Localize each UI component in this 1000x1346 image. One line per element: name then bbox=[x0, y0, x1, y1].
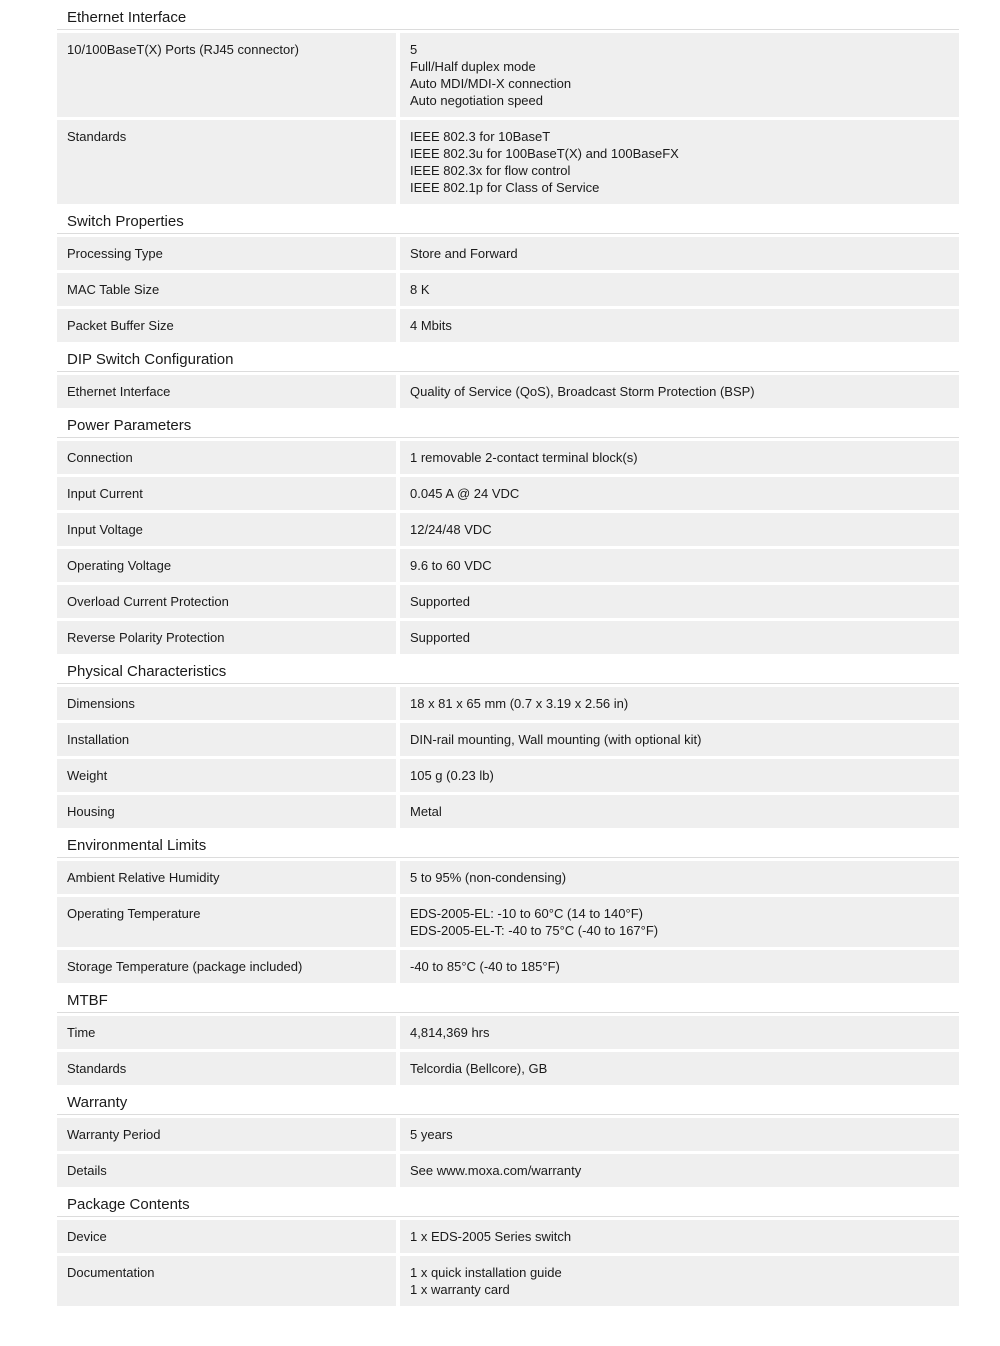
spec-value bbox=[400, 723, 959, 756]
spec-value-line: 1 x warranty card bbox=[410, 1282, 510, 1297]
spec-label: Overload Current Protection bbox=[57, 585, 396, 618]
spec-value-line: IEEE 802.3 for 10BaseT bbox=[410, 129, 551, 144]
spec-value bbox=[400, 375, 959, 408]
spec-label: Installation bbox=[57, 723, 396, 756]
spec-row bbox=[57, 861, 959, 894]
section-title: Physical Characteristics bbox=[57, 660, 959, 684]
spec-value-line: IEEE 802.1p for Class of Service bbox=[410, 180, 600, 195]
spec-value bbox=[400, 950, 959, 983]
spec-row bbox=[57, 273, 959, 306]
spec-value bbox=[400, 1220, 959, 1253]
spec-value bbox=[400, 621, 959, 654]
spec-label: Dimensions bbox=[57, 687, 396, 720]
spec-label: Packet Buffer Size bbox=[57, 309, 396, 342]
spec-row bbox=[57, 1220, 959, 1253]
spec-row bbox=[57, 120, 959, 204]
spec-value bbox=[400, 1016, 959, 1049]
spec-row bbox=[57, 513, 959, 546]
spec-value-line: Auto MDI/MDI-X connection bbox=[410, 76, 572, 91]
spec-value-line: See www.moxa.com/warranty bbox=[410, 1163, 582, 1178]
spec-value bbox=[400, 759, 959, 792]
spec-value-line: Quality of Service (QoS), Broadcast Storm Protection (BSP) bbox=[410, 384, 755, 399]
spec-label: Ambient Relative Humidity bbox=[57, 861, 396, 894]
section-title: DIP Switch Configuration bbox=[57, 348, 959, 372]
section-title: Environmental Limits bbox=[57, 834, 959, 858]
spec-value bbox=[400, 897, 959, 947]
spec-value-line: Full/Half duplex mode bbox=[410, 59, 536, 74]
spec-value-line: 0.045 A @ 24 VDC bbox=[410, 486, 520, 501]
spec-value-line: 5 years bbox=[410, 1127, 453, 1142]
spec-label: Documentation bbox=[57, 1256, 396, 1306]
spec-value-line: Supported bbox=[410, 594, 470, 609]
spec-label: Reverse Polarity Protection bbox=[57, 621, 396, 654]
spec-value-line: -40 to 85°C (-40 to 185°F) bbox=[410, 959, 560, 974]
spec-value-line: 4,814,369 hrs bbox=[410, 1025, 490, 1040]
spec-row bbox=[57, 759, 959, 792]
spec-label: Processing Type bbox=[57, 237, 396, 270]
spec-row bbox=[57, 549, 959, 582]
spec-label: Operating Voltage bbox=[57, 549, 396, 582]
spec-value bbox=[400, 795, 959, 828]
spec-value-line: 1 x EDS-2005 Series switch bbox=[410, 1229, 572, 1244]
spec-row bbox=[57, 1052, 959, 1085]
section-title: Switch Properties bbox=[57, 210, 959, 234]
spec-row bbox=[57, 1118, 959, 1151]
spec-value-line: 8 K bbox=[410, 282, 430, 297]
section-title: Power Parameters bbox=[57, 414, 959, 438]
spec-value bbox=[400, 549, 959, 582]
spec-value-line: EDS-2005-EL: -10 to 60°C (14 to 140°F) bbox=[410, 906, 643, 921]
spec-row bbox=[57, 897, 959, 947]
spec-value-line: 105 g (0.23 lb) bbox=[410, 768, 494, 783]
spec-value bbox=[400, 33, 959, 117]
section-title: Package Contents bbox=[57, 1193, 959, 1217]
spec-label: Input Voltage bbox=[57, 513, 396, 546]
spec-value bbox=[400, 477, 959, 510]
spec-row bbox=[57, 375, 959, 408]
section-title: MTBF bbox=[57, 989, 959, 1013]
spec-value bbox=[400, 237, 959, 270]
spec-label: Standards bbox=[57, 120, 396, 204]
section-title: Ethernet Interface bbox=[57, 6, 959, 30]
spec-value-line: 18 x 81 x 65 mm (0.7 x 3.19 x 2.56 in) bbox=[410, 696, 629, 711]
spec-row bbox=[57, 795, 959, 828]
spec-value-line: IEEE 802.3u for 100BaseT(X) and 100BaseFX bbox=[410, 146, 679, 161]
spec-section bbox=[57, 6, 959, 204]
spec-value bbox=[400, 513, 959, 546]
spec-label: Housing bbox=[57, 795, 396, 828]
spec-section bbox=[57, 1193, 959, 1306]
spec-row bbox=[57, 950, 959, 983]
spec-value-line: 4 Mbits bbox=[410, 318, 452, 333]
spec-row bbox=[57, 477, 959, 510]
spec-row bbox=[57, 621, 959, 654]
spec-value bbox=[400, 1118, 959, 1151]
spec-value-line: Store and Forward bbox=[410, 246, 518, 261]
spec-label: Connection bbox=[57, 441, 396, 474]
spec-row bbox=[57, 585, 959, 618]
spec-section bbox=[57, 414, 959, 654]
spec-value bbox=[400, 120, 959, 204]
spec-row bbox=[57, 1256, 959, 1306]
spec-value bbox=[400, 687, 959, 720]
spec-section bbox=[57, 989, 959, 1085]
spec-label: Storage Temperature (package included) bbox=[57, 950, 396, 983]
spec-label: Input Current bbox=[57, 477, 396, 510]
spec-value bbox=[400, 1154, 959, 1187]
spec-label: MAC Table Size bbox=[57, 273, 396, 306]
spec-value bbox=[400, 861, 959, 894]
spec-value bbox=[400, 585, 959, 618]
spec-label: Ethernet Interface bbox=[57, 375, 396, 408]
spec-section bbox=[57, 210, 959, 342]
spec-value bbox=[400, 309, 959, 342]
spec-value-line: 5 bbox=[410, 42, 418, 57]
spec-label: Standards bbox=[57, 1052, 396, 1085]
spec-value-line: Supported bbox=[410, 630, 470, 645]
section-title: Warranty bbox=[57, 1091, 959, 1115]
spec-row bbox=[57, 237, 959, 270]
spec-value-line: Auto negotiation speed bbox=[410, 93, 543, 108]
spec-value-line: 1 removable 2-contact terminal block(s) bbox=[410, 450, 638, 465]
spec-label: 10/100BaseT(X) Ports (RJ45 connector) bbox=[57, 33, 396, 117]
spec-row bbox=[57, 33, 959, 117]
spec-row bbox=[57, 723, 959, 756]
spec-label: Operating Temperature bbox=[57, 897, 396, 947]
spec-section bbox=[57, 660, 959, 828]
spec-section bbox=[57, 1091, 959, 1187]
spec-value-line: 9.6 to 60 VDC bbox=[410, 558, 492, 573]
spec-value-line: 12/24/48 VDC bbox=[410, 522, 492, 537]
spec-value-line: 5 to 95% (non-condensing) bbox=[410, 870, 567, 885]
spec-section bbox=[57, 348, 959, 408]
spec-value-line: EDS-2005-EL-T: -40 to 75°C (-40 to 167°F) bbox=[410, 923, 659, 938]
spec-value-line: 1 x quick installation guide bbox=[410, 1265, 562, 1280]
spec-value bbox=[400, 1052, 959, 1085]
spec-sections bbox=[57, 6, 959, 1312]
spec-label: Weight bbox=[57, 759, 396, 792]
spec-label: Warranty Period bbox=[57, 1118, 396, 1151]
spec-row bbox=[57, 1016, 959, 1049]
spec-row bbox=[57, 441, 959, 474]
spec-value-line: IEEE 802.3x for flow control bbox=[410, 163, 571, 178]
spec-label: Details bbox=[57, 1154, 396, 1187]
spec-row bbox=[57, 309, 959, 342]
spec-label: Device bbox=[57, 1220, 396, 1253]
spec-row bbox=[57, 1154, 959, 1187]
spec-value bbox=[400, 273, 959, 306]
spec-value-line: DIN-rail mounting, Wall mounting (with optional kit) bbox=[410, 732, 702, 747]
spec-value-line: Telcordia (Bellcore), GB bbox=[410, 1061, 548, 1076]
spec-value bbox=[400, 1256, 959, 1306]
spec-label: Time bbox=[57, 1016, 396, 1049]
spec-value bbox=[400, 441, 959, 474]
spec-row bbox=[57, 687, 959, 720]
spec-section bbox=[57, 834, 959, 983]
spec-value-line: Metal bbox=[410, 804, 442, 819]
